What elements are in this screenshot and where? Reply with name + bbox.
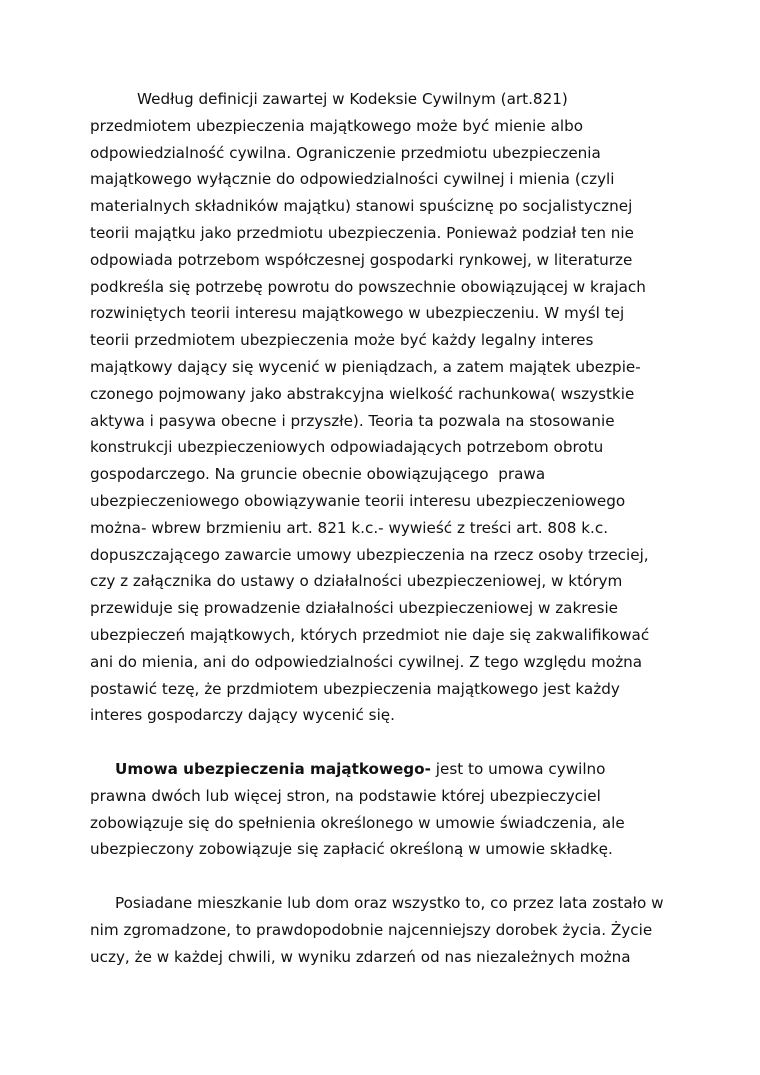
text-line: ubezpieczeń majątkowych, których przedmiot nie daje się zakwalifikować [90,625,650,644]
text-line: postawić tezę, że przdmiotem ubezpieczenia majątkowego jest każdy [90,679,620,698]
text-line: interes gospodarczy dający wycenić się. [90,706,395,725]
text-line: konstrukcji ubezpieczeniowych odpowiadających potrzebom obrotu [90,438,604,457]
text-line: teorii majątku jako przedmiotu ubezpieczenia. Ponieważ podział ten nie [90,223,634,242]
text-line: czonego pojmowany jako abstrakcyjna wielkość rachunkowa( wszystkie [90,384,635,403]
text-line: materialnych składników majątku) stanowi spuściznę po socjalistycznej [90,197,633,216]
text-line: odpowiada potrzebom współczesnej gospodarki rynkowej, w literaturze [90,250,633,269]
text-line: odpowiedzialność cywilna. Ograniczenie przedmiotu ubezpieczenia [90,143,601,162]
text-line: uczy, że w każdej chwili, w wyniku zdarzeń od nas niezależnych można [90,947,631,966]
text-line: majątkowy dający się wycenić w pieniądzach, a zatem majątek ubezpie- [90,357,641,376]
text-line: rozwiniętych teorii interesu majątkowego w ubezpieczeniu. W myśl tej [90,304,625,323]
definition-start: jest to umowa cywilno [430,760,606,778]
paragraph-home-property [90,890,690,970]
text-line: nim zgromadzone, to prawdopodobnie najcenniejszy dorobek życia. Życie [90,920,653,939]
paragraph-property-insurance-subject [90,86,690,729]
text-line: Według definicji zawartej w Kodeksie Cywilnym (art.821) [137,90,568,108]
text-line: gospodarczego. Na gruncie obecnie obowiązującego prawa [90,465,546,484]
paragraph-contract-definition [90,756,690,863]
text-line: ubezpieczony zobowiązuje się zapłacić określoną w umowie składkę. [90,840,613,859]
text-line: można- wbrew brzmieniu art. 821 k.c.- wywieść z treści art. 808 k.c. [90,518,609,537]
text-line: ani do mienia, ani do odpowiedzialności cywilnej. Z tego względu można [90,652,643,671]
text-line: aktywa i pasywa obecne i przyszłe). Teoria ta pozwala na stosowanie [90,411,615,430]
text-line: prawna dwóch lub więcej stron, na podstawie której ubezpieczyciel [90,786,601,805]
text-line: czy z załącznika do ustawy o działalności ubezpieczeniowej, w którym [90,572,623,591]
text-line [90,756,690,783]
text-line: zobowiązuje się do spełnienia określonego w umowie świadczenia, ale [90,813,625,832]
text-line: przewiduje się prowadzenie działalności ubezpieczeniowej w zakresie [90,599,619,618]
text-line: teorii przedmiotem ubezpieczenia może być każdy legalny interes [90,331,594,350]
defined-term: Umowa ubezpieczenia majątkowego- [115,760,431,778]
text-line: przedmiotem ubezpieczenia majątkowego może być mienie albo [90,116,584,135]
text-line: podkreśla się potrzebę powrotu do powszechnie obowiązującej w krajach [90,277,646,296]
text-line: majątkowego wyłącznie do odpowiedzialności cywilnej i mienia (czyli [90,170,615,189]
text-line: ubezpieczeniowego obowiązywanie teorii interesu ubezpieczeniowego [90,491,626,510]
text-line: dopuszczającego zawarcie umowy ubezpieczenia na rzecz osoby trzeciej, [90,545,649,564]
text-line: Posiadane mieszkanie lub dom oraz wszystko to, co przez lata zostało w [115,894,664,912]
